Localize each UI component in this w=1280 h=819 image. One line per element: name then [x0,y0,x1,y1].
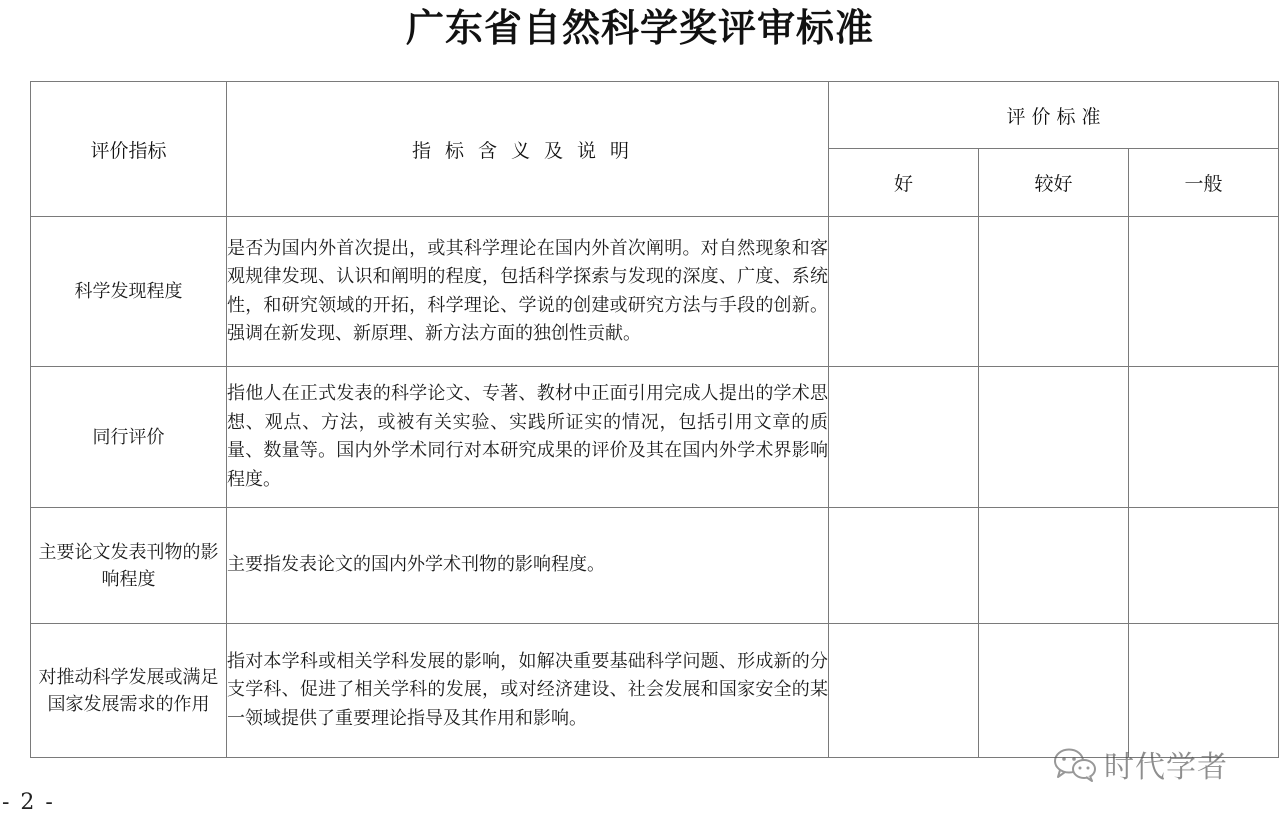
rating-cell-fairly-good [979,624,1129,758]
rating-cell-fairly-good [979,508,1129,624]
rating-cell-average [1129,217,1279,367]
header-indicator: 评价指标 [31,82,227,217]
table-row [31,367,1279,508]
rating-cell-good [829,508,979,624]
table-row [31,217,1279,367]
rating-cell-good [829,624,979,758]
description-cell: 是否为国内外首次提出，或其科学理论在国内外首次阐明。对自然现象和客观规律发现、认识和阐明的程度，包括科学探索与发现的深度、广度、系统性，和研究领域的开拓，科学理论、学说的创建或研究方法与手段的创新。强调在新发现、新原理、新方法方面的独创性贡献。 [227,217,829,367]
table-row [31,508,1279,624]
watermark [1052,744,1228,784]
document-title: 广东省自然科学奖评审标准 [405,6,874,50]
description-cell: 指对本学科或相关学科发展的影响，如解决重要基础科学问题、形成新的分支学科、促进了相关学科的发展，或对经济建设、社会发展和国家安全的某一领域提供了重要理论指导及其作用和影响。 [227,624,829,758]
rating-cell-good [829,217,979,367]
rating-cell-fairly-good [979,217,1129,367]
header-level-fairly-good: 较好 [979,149,1129,217]
description-cell: 指他人在正式发表的科学论文、专著、教材中正面引用完成人提出的学术思想、观点、方法，或被有关实验、实践所证实的情况，包括引用文章的质量、数量等。国内外学术同行对本研究成果的评价及其在国内外学术界影响程度。 [227,367,829,508]
rating-cell-average [1129,624,1279,758]
description-cell: 主要指发表论文的国内外学术刊物的影响程度。 [227,508,829,624]
rating-cell-average [1129,508,1279,624]
header-level-good: 好 [829,149,979,217]
page-number: - 2 - [2,790,55,815]
indicator-cell: 对推动科学发展或满足国家发展需求的作用 [31,624,227,758]
rating-cell-good [829,367,979,508]
evaluation-criteria-table [30,81,1279,758]
header-description: 指标含义及说明 [227,82,829,217]
table-row [31,624,1279,758]
indicator-cell: 科学发现程度 [31,217,227,367]
indicator-cell: 同行评价 [31,367,227,508]
rating-cell-average [1129,367,1279,508]
indicator-cell: 主要论文发表刊物的影响程度 [31,508,227,624]
header-criteria: 评 价 标 准 [829,82,1279,149]
header-level-average: 一般 [1129,149,1279,217]
rating-cell-fairly-good [979,367,1129,508]
watermark-text: 时代学者 [1104,750,1228,785]
wechat-icon [1052,746,1098,782]
